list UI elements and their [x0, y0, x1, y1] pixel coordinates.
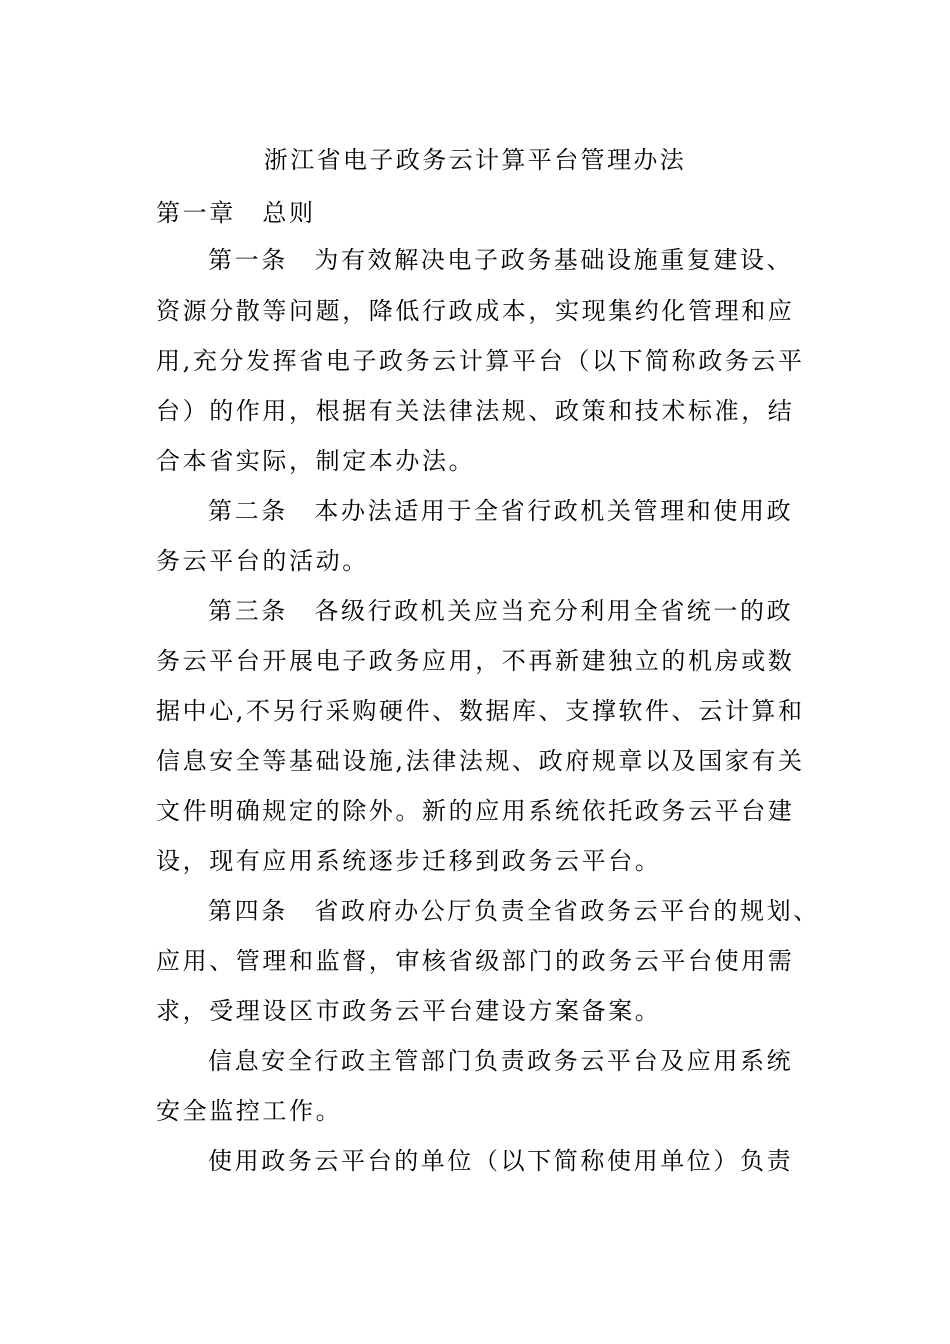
article-1-line-2: 资源分散等问题，降低行政成本，实现集约化管理和应 — [156, 297, 795, 325]
article-1-line-4: 台）的作用，根据有关法律法规、政策和技术标准，结 — [156, 397, 795, 425]
paragraph-users-line-1: 使用政务云平台的单位（以下简称使用单位）负责 — [208, 1147, 794, 1175]
article-3-line-4: 信息安全等基础设施,法律法规、政府规章以及国家有关 — [156, 747, 805, 775]
chapter-heading: 第一章 总则 — [156, 199, 316, 227]
article-2-line-2: 务云平台的活动。 — [156, 547, 369, 575]
article-2-line-1: 第二条 本办法适用于全省行政机关管理和使用政 — [208, 497, 794, 525]
article-1-line-3: 用,充分发挥省电子政务云计算平台（以下简称政务云平 — [156, 347, 805, 375]
article-4-line-1: 第四条 省政府办公厅负责全省政务云平台的规划、 — [208, 897, 820, 925]
paragraph-security-line-2: 安全监控工作。 — [156, 1097, 343, 1125]
article-4-line-2: 应用、管理和监督，审核省级部门的政务云平台使用需 — [156, 947, 795, 975]
article-3-line-3: 据中心,不另行采购硬件、数据库、支撑软件、云计算和 — [156, 697, 805, 725]
article-3-line-5: 文件明确规定的除外。新的应用系统依托政务云平台建 — [156, 797, 795, 825]
article-1-line-5: 合本省实际，制定本办法。 — [156, 447, 476, 475]
article-1-line-1: 第一条 为有效解决电子政务基础设施重复建设、 — [208, 246, 794, 274]
article-4-line-3: 求，受理设区市政务云平台建设方案备案。 — [156, 997, 662, 1025]
article-3-line-6: 设，现有应用系统逐步迁移到政务云平台。 — [156, 847, 662, 875]
document-title: 浙江省电子政务云计算平台管理办法 — [263, 146, 687, 174]
article-3-line-1: 第三条 各级行政机关应当充分利用全省统一的政 — [208, 597, 794, 625]
article-3-line-2: 务云平台开展电子政务应用，不再新建独立的机房或数 — [156, 647, 795, 675]
paragraph-security-line-1: 信息安全行政主管部门负责政务云平台及应用系统 — [208, 1047, 794, 1075]
